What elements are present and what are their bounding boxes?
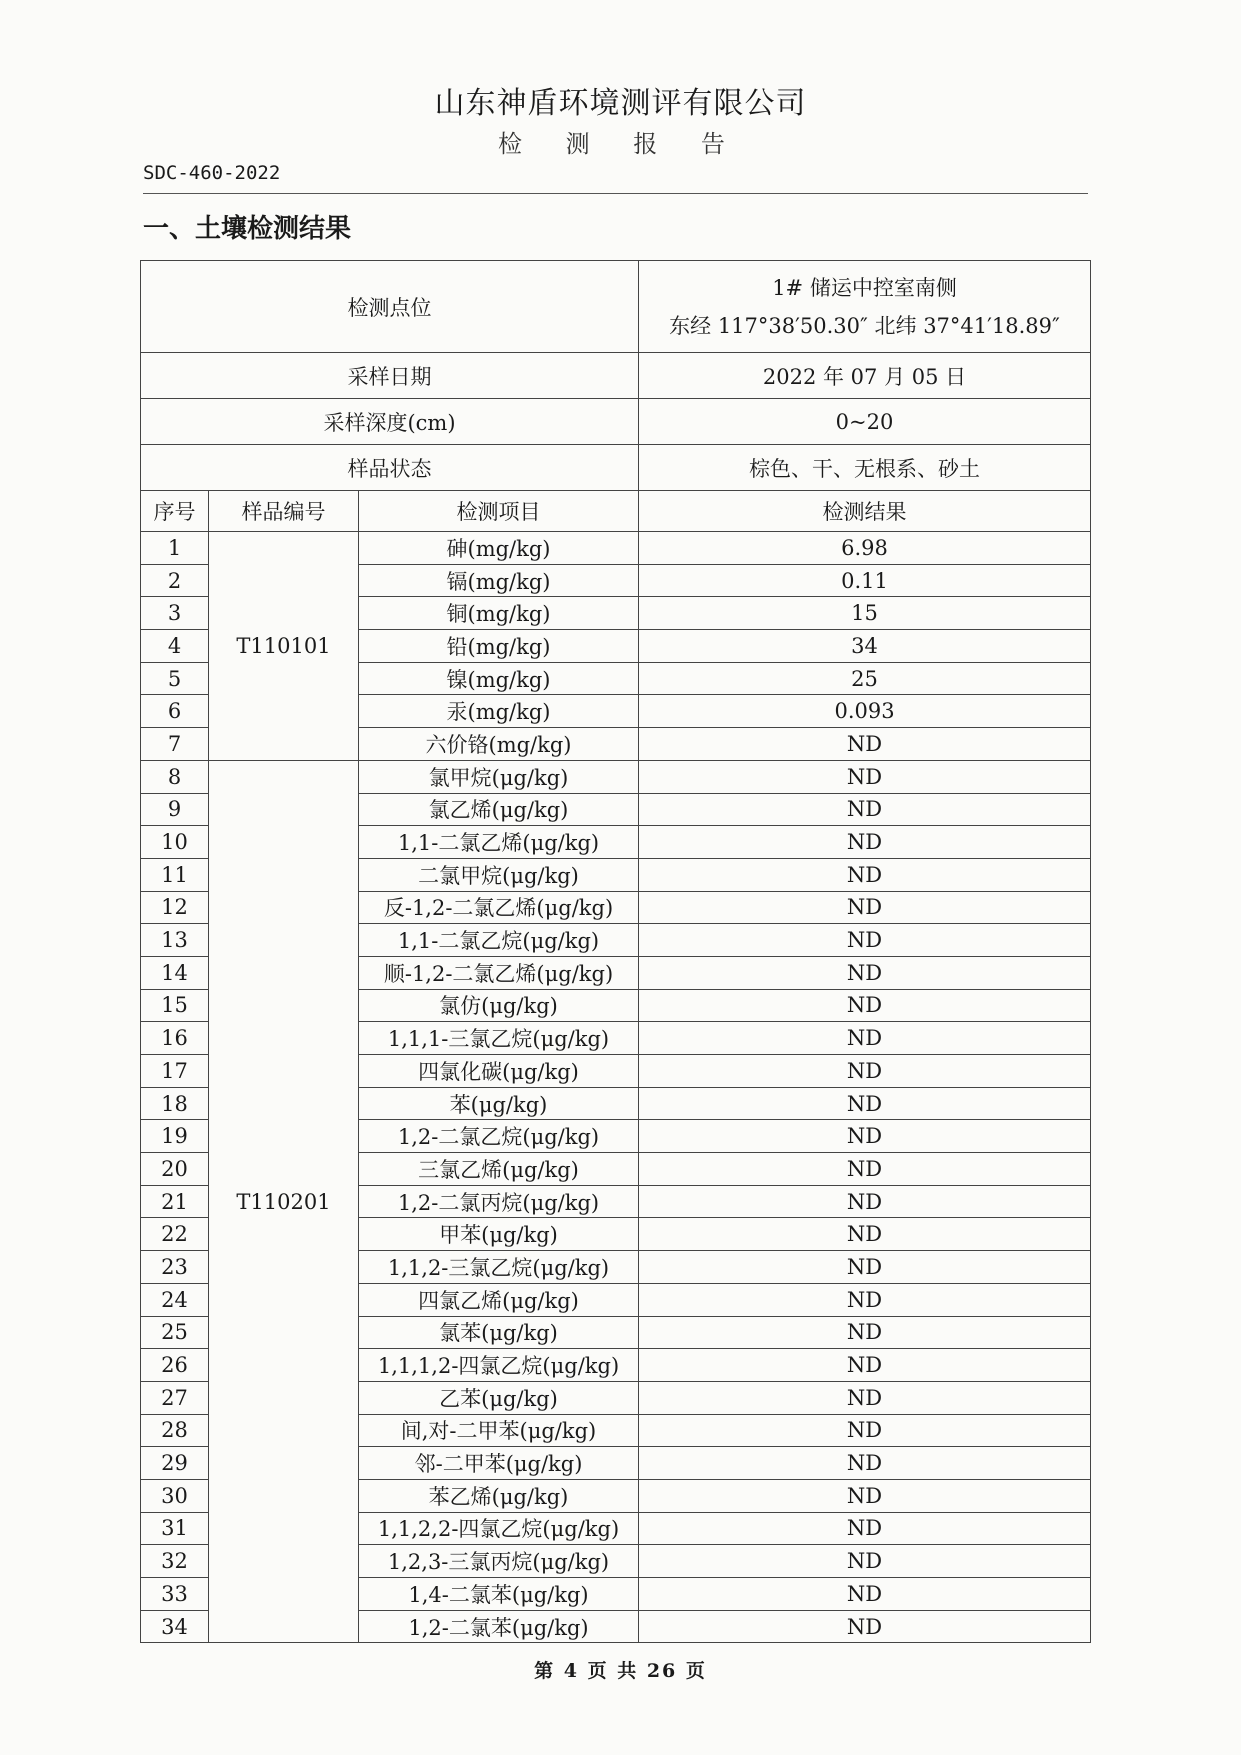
row-result: ND (639, 1251, 1091, 1284)
row-result: ND (639, 1512, 1091, 1545)
row-seq: 15 (141, 989, 209, 1022)
row-item: 四氯乙烯(μg/kg) (359, 1283, 639, 1316)
row-result: ND (639, 1185, 1091, 1218)
date-row (141, 353, 1091, 399)
footer-middle: 页 共 (587, 1660, 639, 1682)
row-result: ND (639, 1610, 1091, 1643)
row-seq: 20 (141, 1153, 209, 1186)
row-seq: 7 (141, 728, 209, 761)
company-name: 山东神盾环境测评有限公司 (434, 86, 807, 121)
location-row (141, 261, 1091, 353)
row-item: 1,2-二氯丙烷(μg/kg) (359, 1185, 639, 1218)
row-seq: 17 (141, 1055, 209, 1088)
row-item: 顺-1,2-二氯乙烯(μg/kg) (359, 956, 639, 989)
row-seq: 32 (141, 1545, 209, 1578)
row-result: ND (639, 1479, 1091, 1512)
state-label: 样品状态 (141, 445, 639, 491)
row-result: 15 (639, 597, 1091, 630)
col-header-result: 检测结果 (639, 491, 1091, 532)
row-result: ND (639, 760, 1091, 793)
row-result: ND (639, 793, 1091, 826)
row-item: 1,1,1,2-四氯乙烷(μg/kg) (359, 1349, 639, 1382)
row-item: 氯苯(μg/kg) (359, 1316, 639, 1349)
row-result: 25 (639, 662, 1091, 695)
date-value: 2022 年 07 月 05 日 (639, 353, 1091, 399)
row-result: ND (639, 1447, 1091, 1480)
row-result: 34 (639, 630, 1091, 663)
row-item: 铜(mg/kg) (359, 597, 639, 630)
sample-id: T110201 (209, 760, 359, 1643)
row-result: ND (639, 1055, 1091, 1088)
location-name: 1# 储运中控室南侧 (772, 275, 957, 300)
row-result: ND (639, 1218, 1091, 1251)
footer-page: 4 (563, 1660, 579, 1682)
row-item: 邻-二甲苯(μg/kg) (359, 1447, 639, 1480)
row-item: 氯甲烷(μg/kg) (359, 760, 639, 793)
row-seq: 9 (141, 793, 209, 826)
row-seq: 10 (141, 826, 209, 859)
row-seq: 2 (141, 564, 209, 597)
row-result: ND (639, 891, 1091, 924)
report-number: SDC-460-2022 (143, 162, 281, 184)
row-result: ND (639, 989, 1091, 1022)
row-item: 氯仿(μg/kg) (359, 989, 639, 1022)
col-header-item: 检测项目 (359, 491, 639, 532)
column-header-row (141, 491, 1091, 532)
row-item: 1,4-二氯苯(μg/kg) (359, 1578, 639, 1611)
row-seq: 29 (141, 1447, 209, 1480)
date-label: 采样日期 (141, 353, 639, 399)
row-seq: 34 (141, 1610, 209, 1643)
depth-row (141, 399, 1091, 445)
row-seq: 19 (141, 1120, 209, 1153)
sample-id: T110101 (209, 532, 359, 761)
row-item: 1,1-二氯乙烷(μg/kg) (359, 924, 639, 957)
row-seq: 8 (141, 760, 209, 793)
row-result: ND (639, 1120, 1091, 1153)
row-result: ND (639, 1414, 1091, 1447)
row-item: 铅(mg/kg) (359, 630, 639, 663)
row-seq: 16 (141, 1022, 209, 1055)
row-result: ND (639, 1578, 1091, 1611)
footer-total: 26 (646, 1660, 678, 1682)
row-result: ND (639, 1349, 1091, 1382)
row-item: 甲苯(μg/kg) (359, 1218, 639, 1251)
depth-value: 0~20 (639, 399, 1091, 445)
row-seq: 12 (141, 891, 209, 924)
row-result: ND (639, 1153, 1091, 1186)
row-seq: 23 (141, 1251, 209, 1284)
row-item: 乙苯(μg/kg) (359, 1381, 639, 1414)
table-row (141, 760, 1091, 793)
row-result: ND (639, 858, 1091, 891)
soil-results-table (140, 260, 1091, 1643)
row-item: 1,2,3-三氯丙烷(μg/kg) (359, 1545, 639, 1578)
row-result: ND (639, 924, 1091, 957)
state-row (141, 445, 1091, 491)
depth-label: 采样深度(cm) (141, 399, 639, 445)
row-result: ND (639, 1545, 1091, 1578)
row-seq: 21 (141, 1185, 209, 1218)
row-seq: 24 (141, 1283, 209, 1316)
row-item: 1,1-二氯乙烯(μg/kg) (359, 826, 639, 859)
row-item: 苯(μg/kg) (359, 1087, 639, 1120)
row-item: 1,2-二氯苯(μg/kg) (359, 1610, 639, 1643)
row-seq: 11 (141, 858, 209, 891)
row-seq: 33 (141, 1578, 209, 1611)
page-footer (0, 1656, 1241, 1683)
row-seq: 30 (141, 1479, 209, 1512)
footer-suffix: 页 (685, 1660, 707, 1682)
col-header-seq: 序号 (141, 491, 209, 532)
location-coords: 东经 117°38′50.30″ 北纬 37°41′18.89″ (669, 313, 1060, 338)
row-item: 砷(mg/kg) (359, 532, 639, 565)
row-seq: 14 (141, 956, 209, 989)
row-item: 镉(mg/kg) (359, 564, 639, 597)
row-seq: 3 (141, 597, 209, 630)
row-seq: 31 (141, 1512, 209, 1545)
row-seq: 5 (141, 662, 209, 695)
row-result: ND (639, 956, 1091, 989)
row-seq: 6 (141, 695, 209, 728)
row-result: ND (639, 1283, 1091, 1316)
row-result: 0.11 (639, 564, 1091, 597)
row-result: 6.98 (639, 532, 1091, 565)
row-item: 1,2-二氯乙烷(μg/kg) (359, 1120, 639, 1153)
row-item: 反-1,2-二氯乙烯(μg/kg) (359, 891, 639, 924)
location-value (639, 261, 1091, 353)
row-seq: 27 (141, 1381, 209, 1414)
report-title: 检 测 报 告 (498, 130, 743, 158)
row-result: ND (639, 826, 1091, 859)
row-item: 六价铬(mg/kg) (359, 728, 639, 761)
section-title: 一、土壤检测结果 (143, 214, 352, 244)
row-item: 汞(mg/kg) (359, 695, 639, 728)
row-seq: 4 (141, 630, 209, 663)
row-seq: 25 (141, 1316, 209, 1349)
row-result: ND (639, 1087, 1091, 1120)
row-item: 苯乙烯(μg/kg) (359, 1479, 639, 1512)
header-divider (143, 193, 1088, 194)
row-result: ND (639, 728, 1091, 761)
row-result: ND (639, 1022, 1091, 1055)
row-seq: 22 (141, 1218, 209, 1251)
row-seq: 28 (141, 1414, 209, 1447)
row-item: 间,对-二甲苯(μg/kg) (359, 1414, 639, 1447)
row-item: 三氯乙烯(μg/kg) (359, 1153, 639, 1186)
row-seq: 18 (141, 1087, 209, 1120)
row-item: 1,1,2,2-四氯乙烷(μg/kg) (359, 1512, 639, 1545)
row-result: ND (639, 1381, 1091, 1414)
col-header-sample: 样品编号 (209, 491, 359, 532)
row-item: 1,1,2-三氯乙烷(μg/kg) (359, 1251, 639, 1284)
row-result: 0.093 (639, 695, 1091, 728)
row-seq: 13 (141, 924, 209, 957)
footer-prefix: 第 (534, 1660, 556, 1682)
table-row (141, 532, 1091, 565)
row-item: 1,1,1-三氯乙烷(μg/kg) (359, 1022, 639, 1055)
row-item: 氯乙烯(μg/kg) (359, 793, 639, 826)
row-item: 四氯化碳(μg/kg) (359, 1055, 639, 1088)
location-label: 检测点位 (141, 261, 639, 353)
state-value: 棕色、干、无根系、砂土 (639, 445, 1091, 491)
row-seq: 26 (141, 1349, 209, 1382)
row-seq: 1 (141, 532, 209, 565)
row-result: ND (639, 1316, 1091, 1349)
row-item: 二氯甲烷(μg/kg) (359, 858, 639, 891)
row-item: 镍(mg/kg) (359, 662, 639, 695)
